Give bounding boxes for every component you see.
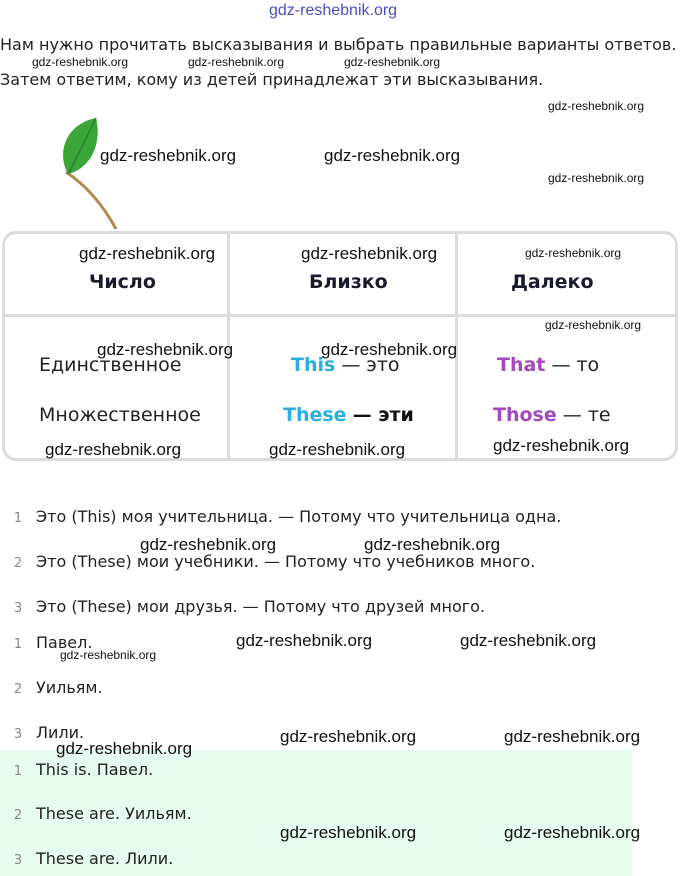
item-text: Павел. (36, 633, 93, 652)
watermark: gdz-reshebnik.org (324, 146, 461, 165)
word-these: These (283, 404, 347, 426)
watermark: gdz-reshebnik.org (548, 171, 645, 185)
watermark: gdz-reshebnik.org (504, 727, 641, 746)
watermark: gdz-reshebnik.org (97, 340, 234, 359)
translation-this: — это (341, 354, 400, 376)
singular-near (291, 354, 400, 376)
row-label-singular: Единственное (39, 354, 182, 376)
singular-far (497, 354, 599, 376)
translation-those: — те (562, 404, 611, 426)
word-that: That (497, 354, 546, 376)
item-number: 1 (13, 637, 23, 652)
watermark-top[interactable]: gdz-reshebnik.org (269, 2, 398, 19)
plural-near (283, 404, 414, 426)
item-text: These are. Уильям. (36, 804, 192, 823)
watermark: gdz-reshebnik.org (344, 55, 441, 69)
watermark: gdz-reshebnik.org (236, 631, 373, 650)
intro-line-2: Затем ответим, кому из детей принадлежат эти высказывания. (0, 70, 544, 89)
list-item (0, 552, 535, 571)
word-those: Those (493, 404, 557, 426)
watermark: gdz-reshebnik.org (301, 244, 438, 263)
watermark: gdz-reshebnik.org (60, 648, 157, 662)
item-text: Уильям. (36, 678, 103, 697)
watermark: gdz-reshebnik.org (188, 55, 285, 69)
watermark: gdz-reshebnik.org (280, 727, 417, 746)
leaf-icon (56, 112, 136, 232)
watermark: gdz-reshebnik.org (545, 318, 642, 332)
list-item (0, 849, 173, 868)
item-text: Это (These) мои учебники. — Потому что учебников много. (36, 552, 536, 571)
row-label-plural: Множественное (39, 404, 201, 426)
item-text: This is. Павел. (36, 760, 154, 779)
watermark: gdz-reshebnik.org (32, 55, 129, 69)
watermark: gdz-reshebnik.org (364, 535, 501, 554)
plural-far (493, 404, 611, 426)
list-item (0, 597, 485, 616)
watermark: gdz-reshebnik.org (45, 440, 182, 459)
item-text: Это (This) моя учительница. — Потому что учительница одна. (36, 507, 562, 526)
word-this: This (291, 354, 336, 376)
list-item (0, 507, 561, 526)
item-number: 2 (13, 682, 23, 697)
header-far: Далеко (511, 271, 594, 293)
watermark: gdz-reshebnik.org (493, 436, 630, 455)
item-number: 2 (13, 556, 23, 571)
item-text: These are. Лили. (36, 849, 174, 868)
grammar-table (2, 231, 678, 461)
item-number: 1 (13, 764, 23, 779)
watermark: gdz-reshebnik.org (100, 146, 237, 165)
item-text: Лили. (36, 723, 85, 742)
list-item (0, 678, 103, 697)
watermark: gdz-reshebnik.org (56, 739, 193, 758)
watermark: gdz-reshebnik.org (548, 99, 645, 113)
list-item (0, 760, 153, 779)
translation-that: — то (551, 354, 600, 376)
watermark: gdz-reshebnik.org (504, 823, 641, 842)
watermark: gdz-reshebnik.org (140, 535, 277, 554)
item-text: Это (These) мои друзья. — Потому что друзей много. (36, 597, 486, 616)
list-item (0, 804, 192, 823)
watermark: gdz-reshebnik.org (79, 244, 216, 263)
watermark: gdz-reshebnik.org (525, 246, 622, 260)
item-number: 2 (13, 808, 23, 823)
item-number: 3 (13, 853, 23, 868)
watermark: gdz-reshebnik.org (321, 340, 458, 359)
intro-line-1: Нам нужно прочитать высказывания и выбрать правильные варианты ответов. (0, 35, 677, 54)
item-number: 3 (13, 601, 23, 616)
item-number: 1 (13, 511, 23, 526)
translation-these: — эти (352, 404, 414, 426)
header-number: Число (89, 271, 156, 293)
watermark: gdz-reshebnik.org (269, 440, 406, 459)
item-number: 3 (13, 727, 23, 742)
watermark: gdz-reshebnik.org (460, 631, 597, 650)
watermark: gdz-reshebnik.org (280, 823, 417, 842)
header-near: Близко (309, 271, 388, 293)
